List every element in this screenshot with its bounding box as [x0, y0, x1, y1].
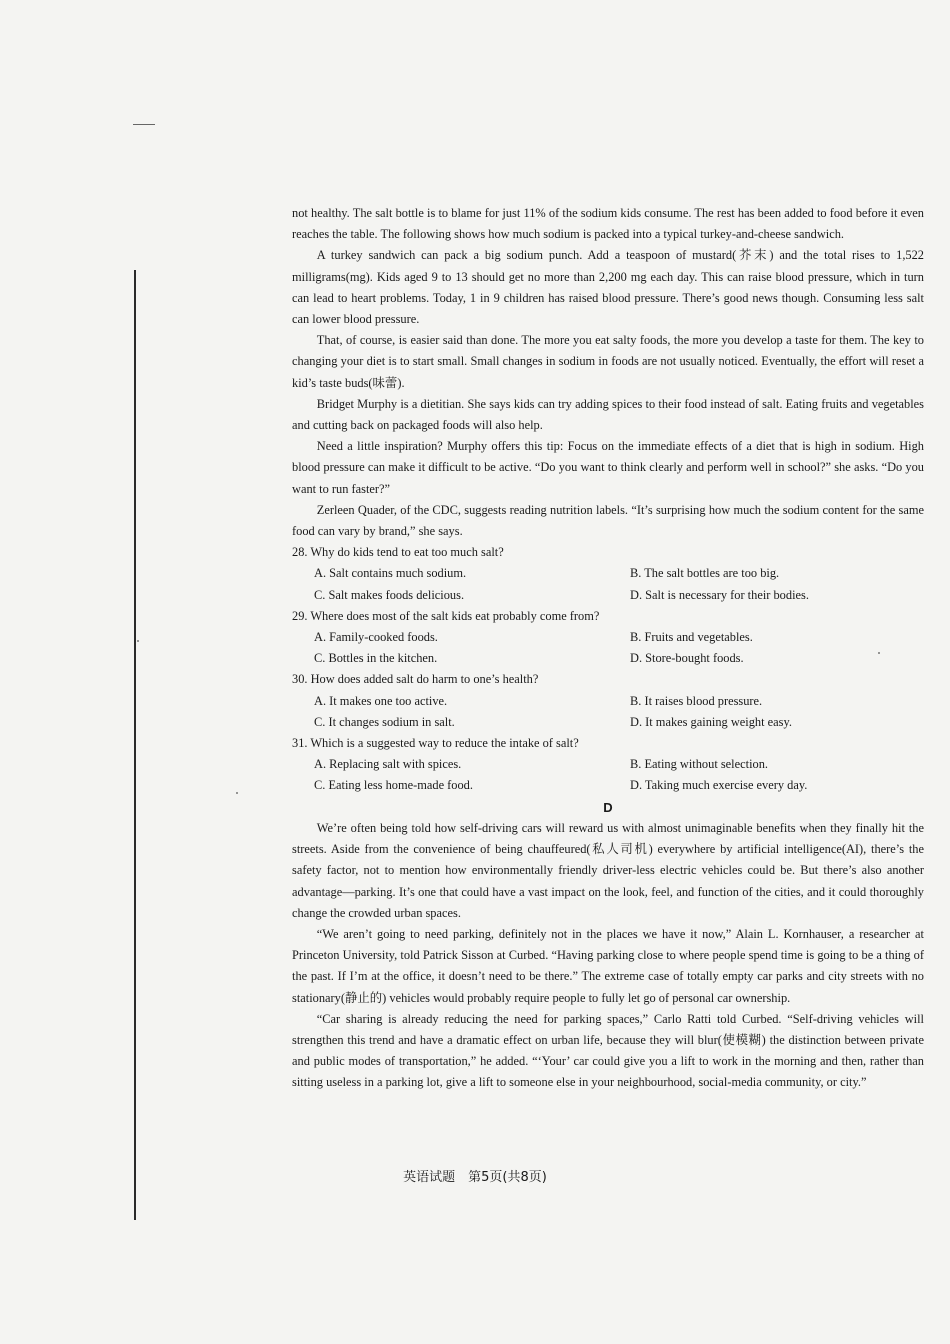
passage-paragraph: That, of course, is easier said than done. The more you eat salty foods, the more you develop a taste for them. The key to changing your diet is to start small. Small changes in sodium in foods are not usually noticed. Eventually, the effort will reset a kid’s taste buds(味蕾). — [292, 333, 924, 390]
passage-paragraph: “We aren’t going to need parking, definitely not in the places we have it now,” Alain L. Kornhauser, a researcher at Princeton University, told Patrick Sisson at Curbed. “Having parking close to where people spend time is going to be a thing of the past. If I’m at the office, it doesn’t need to be there.” The extreme case of totally empty car parks and city streets with no stationary(静止的) vehicles would probably require people to fully let go of personal car ownership. — [292, 926, 924, 1005]
option-c: C. It changes sodium in salt. — [314, 714, 455, 729]
option-a: A. Family-cooked foods. — [314, 630, 438, 645]
passage-paragraph: “Car sharing is already reducing the need for parking spaces,” Carlo Ratti told Curbed. “Self-driving vehicles will strengthen this trend and have a dramatic effect on urban life, because they will blur(使模糊) the distinction between private and public modes of transportation,” he added. “‘Your’ car could give you a lift to work in the morning and then, rather than sitting useless in a parking lot, give a lift to someone else in your neighbourhood, social-media community, or city.” — [292, 1011, 924, 1090]
option-d: D. It makes gaining weight easy. — [630, 714, 792, 729]
option-c: C. Bottles in the kitchen. — [314, 651, 438, 666]
scan-speck — [236, 792, 238, 794]
option-d: D. Store-bought foods. — [630, 651, 744, 666]
passage-paragraph: We’re often being told how self-driving cars will reward us with almost unimaginable benefits when they finally hit the streets. Aside from the convenience of being chauffeured(私人司机) everywhere by artificial intelligence(AI), there’s the safety factor, not to mention how environmentally friendly driver-less electric vehicles could be. But there’s also another advantage—parking. It’s one that could have a vast impact on the look, feel, and function of the cities, and it could thoroughly change the crowded urban spaces. — [292, 820, 924, 920]
option-a: A. Replacing salt with spices. — [314, 757, 462, 772]
passage-paragraph: not healthy. The salt bottle is to blame for just 11% of the sodium kids consume. The rest has been added to food before it even reaches the table. The following shows how much sodium is packed into a typical turkey-and-cheese sandwich. — [292, 206, 924, 242]
passage-paragraph: Need a little inspiration? Murphy offers this tip: Focus on the immediate effects of a diet that is high in sodium. High blood pressure can make it difficult to be active. “Do you want to think clearly and perform well in school?” she asks. “Do you want to run faster?” — [292, 439, 924, 496]
question-stem: 31. Which is a suggested way to reduce the intake of salt? — [292, 736, 579, 751]
option-d: D. Salt is necessary for their bodies. — [630, 587, 809, 602]
option-list — [292, 563, 924, 605]
option-b: B. It raises blood pressure. — [630, 693, 763, 708]
question-block — [292, 542, 924, 606]
page-content — [292, 203, 924, 1094]
option-list — [292, 754, 924, 796]
page-footer: 英语试题 第5页(共8页) — [403, 1170, 547, 1185]
passage-paragraph: Bridget Murphy is a dietitian. She says kids can try adding spices to their food instead of salt. Eating fruits and vegetables and cutting back on packaged foods will also help. — [292, 396, 924, 433]
question-block — [292, 669, 924, 733]
option-a: A. It makes one too active. — [314, 693, 448, 708]
question-block — [292, 606, 924, 670]
question-stem: 30. How does added salt do harm to one’s health? — [292, 672, 539, 687]
section-heading: D — [603, 799, 613, 815]
option-b: B. Fruits and vegetables. — [630, 630, 753, 645]
option-c: C. Salt makes foods delicious. — [314, 587, 465, 602]
option-d: D. Taking much exercise every day. — [630, 778, 808, 793]
option-list — [292, 627, 924, 669]
question-block — [292, 733, 924, 797]
option-list — [292, 691, 924, 733]
binding-line — [134, 270, 136, 1220]
question-stem: 28. Why do kids tend to eat too much salt? — [292, 545, 504, 560]
option-b: B. The salt bottles are too big. — [630, 566, 780, 581]
option-c: C. Eating less home-made food. — [314, 778, 473, 793]
passage-paragraph: A turkey sandwich can pack a big sodium punch. Add a teaspoon of mustard(芥末) and the total rises to 1,522 milligrams(mg). Kids aged 9 to 13 should get no more than 2,200 mg each day. This can raise blood pressure, which in turn can lead to heart problems. Today, 1 in 9 children has raised blood pressure. There’s good news though. Consuming less salt can lower blood pressure. — [292, 248, 924, 327]
scan-speck — [137, 640, 139, 642]
question-stem: 29. Where does most of the salt kids eat probably come from? — [292, 608, 600, 623]
passage-c — [292, 203, 924, 542]
passage-paragraph: Zerleen Quader, of the CDC, suggests reading nutrition labels. “It’s surprising how much the sodium content for the same food can vary by brand,” she says. — [292, 502, 924, 539]
option-b: B. Eating without selection. — [630, 757, 768, 772]
option-a: A. Salt contains much sodium. — [314, 566, 467, 581]
scan-mark — [133, 124, 155, 125]
section-d — [292, 797, 924, 1094]
